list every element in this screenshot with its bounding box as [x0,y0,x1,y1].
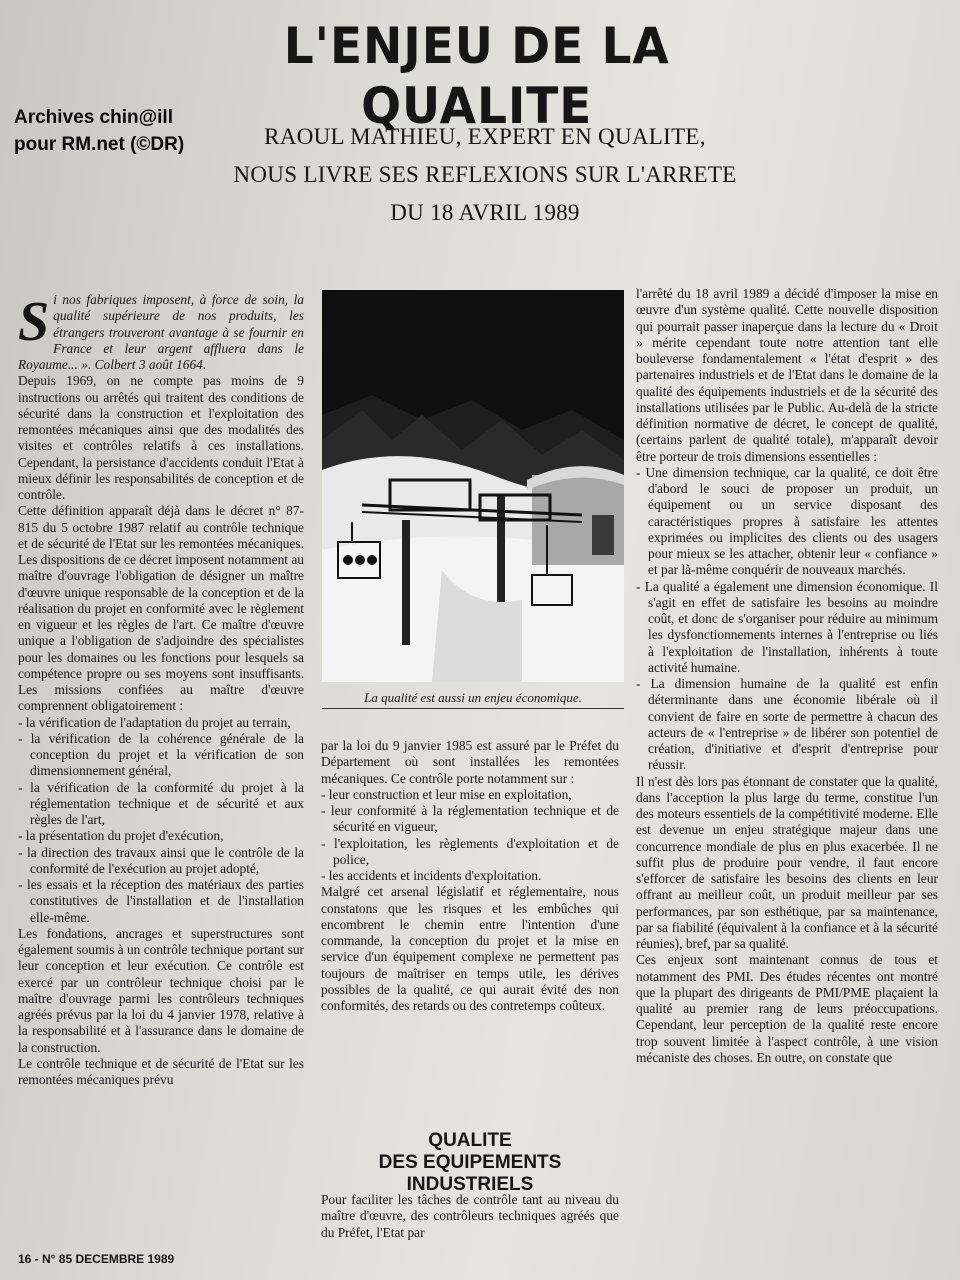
list-item: - la présentation du projet d'exécution, [18,828,224,844]
watermark-line-1: Archives chin@ill [14,107,173,128]
section-heading-line-1: QUALITE [428,1130,512,1151]
list-item: - l'exploitation, les règlements d'exploitation et de police, [321,835,619,867]
list-item: - la vérification de l'adaptation du projet au terrain, [18,714,291,730]
article-title: L'ENJEU DE LA QUALITE [283,17,670,135]
paragraph: Les fondations, ancrages et superstructures sont également soumis à un contrôle technique portant sur leur conception et leur exécution. Ce contrôle est exercé par un contrôleur technique choisi par le maître d'ouvrage parmi les contrôleurs techniques agréés prévus par la loi du 4 janvier 1978, relative à la responsabilité et à l'assurance dans le domaine de la construction. [18,925,304,1055]
list-item: - les essais et la réception des matériaux des parties constitutives de l'installation et de l'installation elle-même. [18,877,304,925]
section-heading-line-3: INDUSTRIELS [406,1174,534,1195]
list-item: - leur conformité à la réglementation technique et de sécurité en vigueur, [321,803,619,835]
article-subtitle [200,118,770,232]
page-folio: 16 - N° 85 DECEMBRE 1989 [18,1252,175,1266]
list-item: - Une dimension technique, car la qualité, ce doit être d'abord le souci de proposer un produit, un équipement ou un service disposant des caractéristiques propres à satisfaire les attentes exprimées ou implicites des clients ou des usagers pour mieux se les attacher, obtenir leur « confiance » et par là-même conquérir de nouveaux marchés. [636,464,938,578]
subtitle-line-2: NOUS LIVRE SES REFLEXIONS SUR L'ARRETE [233,162,737,187]
paragraph: Cette définition apparaît déjà dans le décret n° 87-815 du 5 octobre 1987 relatif au contrôle technique et de sécurité de l'Etat sur les remontées mécaniques. Les dispositions de ce décret imposent notamment au maître d'ouvrage l'obligation de désigner un maître d'œuvre unique responsable de la conception et de la réalisation du projet en conformité avec le règlement en vigueur et les règles de l'art. Ce maître d'œuvre unique a l'obligation de s'adjoindre des spécialistes pour les domaines ou les fonctions pour lesquels sa compétence propre ou ses moyens sont insuffisants. Les missions confiées au maître d'œuvre comprennent obligatoirement : [18,503,304,714]
paragraph: Pour faciliter les tâches de contrôle tant au niveau du maître d'œuvre, des contrôleurs techniques agréés que du Préfet, l'Etat par [321,1192,619,1240]
column-3 [636,286,938,1066]
paragraph: par la loi du 9 janvier 1985 est assuré par le Préfet du Département où sont installées les remontées mécaniques. Ce contrôle porte notamment sur : [321,738,619,786]
section-heading-line-2: DES EQUIPEMENTS [378,1152,562,1173]
drop-cap: S [18,291,50,353]
list-item: - la vérification de la conformité du projet à la réglementation technique et de sécurité et aux règles de l'art, [18,779,304,827]
paragraph: Ces enjeux sont maintenant connus de tous et notamment des PMI. Des études récentes ont montré que la plupart des dirigeants de PMI/PME plaçaient la qualité au premier rang de leurs préoccupations. Cependant, leur perception de la qualité reste encore trop souvent limitée à l'aspect contrôle, à une vision mécaniste des choses. En outre, on constate que [636,952,938,1065]
column-1 [18,292,304,1088]
watermark-line-2: pour RM.net (©DR) [14,134,185,155]
section-heading [340,1130,600,1196]
column-2-continued [321,1192,619,1241]
list-item: - leur construction et leur mise en exploitation, [321,786,572,802]
quote-text: i nos fabriques imposent, à force de soin, la qualité supérieure de nos produits, les étrangers trouveront avantage à se fournir en France et leur argent affluera dans le Royaume... ». Colbert 3 août 1664. [18,292,304,372]
control-list [321,787,619,885]
ski-lift-photo [322,290,624,682]
list-item: - La qualité a également une dimension économique. Il s'agit en effet de satisfaire les besoins au moindre coût, et donc de s'organiser pour réduire au minimum les dysfonctionnements internes à l'entreprise ou liés à l'exploitation de l'installation, inhérents à toute activité humaine. [636,578,938,675]
ski-lift-illustration [322,290,624,682]
opening-quote [18,292,304,373]
subtitle-line-1: RAOUL MATHIEU, EXPERT EN QUALITE, [264,124,706,149]
list-item: - La dimension humaine de la qualité est enfin déterminante dans une économie libérale où il convient de faire en sorte de permettre à chacun des acteurs de « l'entreprise » de libérer son potentiel de création, d'initiative et d'esprit d'entreprise pour réussir. [636,676,938,773]
column-2 [321,738,619,1014]
list-item: - les accidents et incidents d'exploitation. [321,868,542,883]
subtitle-line-3: DU 18 AVRIL 1989 [390,200,580,225]
paragraph: Il n'est dès lors pas étonnant de constater que la qualité, dans l'acception la plus large du terme, constitue l'un des moteurs essentiels de la compétitivité moderne. Elle est devenue un enjeu stratégique majeur dans une concurrence mondiale de plus en plus exacerbée. Il ne suffit plus de produire pour vendre, il faut encore s'efforcer de satisfaire les besoins des clients en leur offrant au meilleur coût, un produit meilleur par ses performances, par son esthétique, par sa maintenance, par sa fiabilité (équivalent à la confiance et à la sécurité réunies), bref, par sa qualité. [636,773,938,951]
list-item: - la direction des travaux ainsi que le contrôle de la conformité de l'exécution au projet adopté, [18,844,304,876]
paragraph: Malgré cet arsenal législatif et réglementaire, nous constatons que les risques et les embûches qui encombrent le chemin entre l'intention d'une commande, la conception du projet et la mise en service d'un équipement complexe ne permettent pas toujours de maîtriser en temps utile, les dérives possibles de la qualité, ce qui aurait évité des non conformités, des retards ou des contretemps coûteux. [321,884,619,1013]
list-item: - la vérification de la cohérence générale de la conception du projet et la vérification de son dimensionnement général, [18,730,304,779]
paragraph: l'arrêté du 18 avril 1989 a décidé d'imposer la mise en œuvre d'un système qualité. Cette nouvelle disposition qui pourrait passer inaperçue dans la lecture du « Droit » mérite cependant toute notre attention tant elle bouleverse fondamentalement « l'état d'esprit » des partenaires industriels et de l'Etat dans le domaine de la qualité des équipements industriels et de la sécurité des installations utilisées par le Public. Au-delà de la stricte définition normative de décret, le concept de qualité, (certains parlent de qualité totale), m'apparaît devoir être porteur de trois dimensions essentielles : [636,286,938,464]
dimensions-list [636,465,938,774]
missions-list [18,715,304,926]
paragraph: Depuis 1969, on ne compte pas moins de 9 instructions ou arrêtés qui traitent des conditions de sécurité dans la construction et l'exploitation des remontées mécaniques ainsi que des modalités des visites et contrôles relatifs à ces installations. Cependant, la persistance d'accidents conduit l'Etat à mieux définir les responsabilités de conception et de contrôle. [18,373,304,502]
archive-watermark [14,104,184,158]
paragraph: Le contrôle technique et de sécurité de l'Etat sur les remontées mécaniques prévu [18,1055,304,1087]
photo-caption: La qualité est aussi un enjeu économique. [322,690,624,709]
